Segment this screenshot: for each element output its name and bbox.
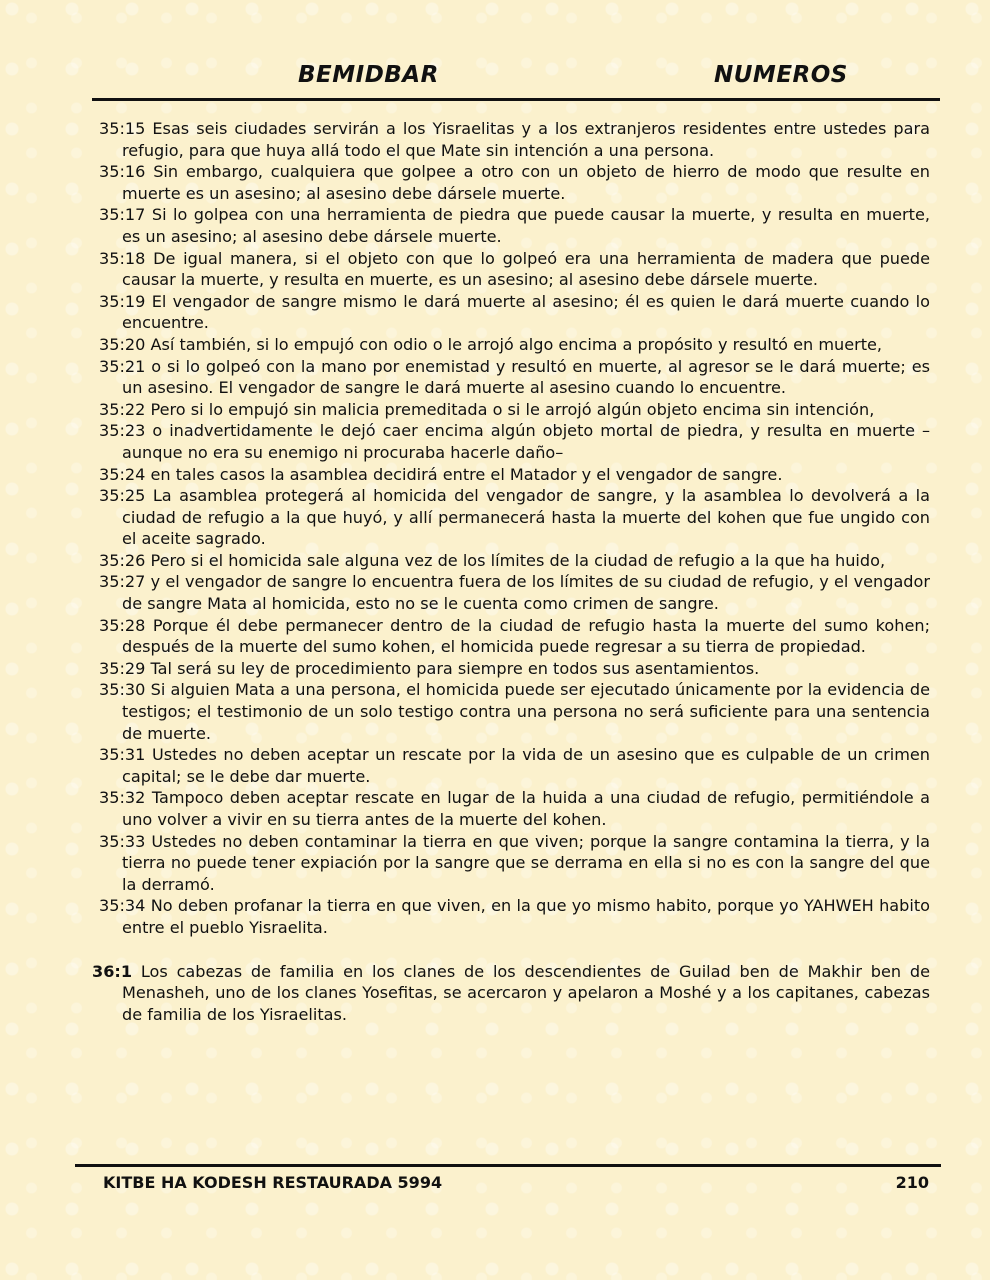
verse-text: Así también, si lo empujó con odio o le arrojó algo encima a propósito y resultó en muerte,: [150, 334, 883, 354]
verse-ref: 35:26: [99, 550, 146, 570]
verse: [92, 161, 930, 204]
verse-text: Pero si lo empujó sin malicia premeditada o si le arrojó algún objeto encima sin intención,: [150, 399, 875, 419]
footer-title: KITBE HA KODESH RESTAURADA 5994: [103, 1173, 443, 1192]
verse-text: Porque él debe permanecer dentro de la ciudad de refugio hasta la muerte del sumo kohen; después de la muerte del sumo kohen, el homicida puede regresar a su tierra de propiedad.: [122, 615, 930, 657]
verse-ref: 35:22: [99, 399, 146, 419]
verse: [92, 658, 930, 680]
verse-ref: 35:29: [99, 658, 146, 678]
verse: [92, 679, 930, 744]
verse-ref: 35:19: [99, 291, 146, 311]
page-content: [92, 118, 930, 1025]
verse: [92, 550, 930, 572]
verse-ref: 35:21: [99, 356, 146, 376]
verse-text: Tampoco deben aceptar rescate en lugar de la huida a una ciudad de refugio, permitiéndole a uno volver a vivir en su tierra antes de la muerte del kohen.: [122, 788, 930, 829]
verse-text: Esas seis ciudades servirán a los Yisraelitas y a los extranjeros residentes entre ustedes para refugio, para que huya allá todo el que Mate sin intención a una persona.: [122, 119, 930, 160]
verse-text: Ustedes no deben aceptar un rescate por la vida de un asesino que es culpable de un crimen capital; se le debe dar muerte.: [122, 745, 930, 786]
verse-ref: 35:24: [99, 464, 146, 484]
page-number: 210: [895, 1173, 929, 1192]
verse: [92, 571, 930, 614]
verse-ref: 35:23: [99, 421, 146, 441]
verse-text: o si lo golpeó con la mano por enemistad y resultó en muerte, al agresor se le dará muerte; es un asesino. El vengador de sangre le dará muerte al asesino cuando lo encuentre.: [122, 356, 930, 398]
verse-text: De igual manera, si el objeto con que lo golpeó era una herramienta de madera que puede causar la muerte, y resulta en muerte, es un asesino; al asesino debe dársele muerte.: [122, 248, 930, 290]
verse-ref: 35:28: [99, 615, 146, 635]
verse: [92, 334, 930, 356]
verse-text: en tales casos la asamblea decidirá entre el Matador y el vengador de sangre.: [150, 464, 783, 484]
verse: [92, 248, 930, 291]
page-footer: [75, 1164, 941, 1197]
verse-text: Si lo golpea con una herramienta de piedra que puede causar la muerte, y resulta en muerte, es un asesino; al asesino debe dársele muerte.: [122, 205, 930, 246]
verse: [92, 356, 930, 399]
verse-ref: 35:18: [99, 248, 146, 268]
verse-ref: 35:32: [99, 788, 146, 808]
verse-ref: 35:15: [99, 119, 146, 138]
verse-ref: 35:20: [99, 334, 146, 354]
header-book-hebrew: BEMIDBAR: [298, 62, 439, 88]
verse-text: Ustedes no deben contaminar la tierra en que viven; porque la sangre contamina la tierra, y la tierra no puede tener expiación por la sangre que se derrama en ella si no es con la sangre del que la derramó.: [122, 831, 930, 894]
verse-ref: 35:27: [99, 572, 146, 592]
chapter-start-verse: [92, 961, 930, 1026]
verse-text: Pero si el homicida sale alguna vez de los límites de la ciudad de refugio a la que ha huido,: [150, 550, 886, 570]
verse-ref: 35:17: [99, 205, 146, 225]
chapter-verse-text: Los cabezas de familia en los clanes de los descendientes de Guilad ben de Makhir ben de Menasheh, uno de los clanes Yosefitas, se acercaron y apelaron a Moshé y a los capitanes, cabezas de familia de los Yisraelitas.: [122, 961, 930, 1024]
verse-ref: 35:33: [99, 831, 146, 851]
verse-text: No deben profanar la tierra en que viven, en la que yo mismo habito, porque yo YAHWEH habito entre el pueblo Yisraelita.: [122, 896, 930, 937]
verse: [92, 118, 930, 161]
verse-text: Tal será su ley de procedimiento para siempre en todos sus asentamientos.: [150, 658, 760, 678]
verse: [92, 744, 930, 787]
verse-ref: 35:30: [99, 680, 146, 700]
verse: [92, 399, 930, 421]
verse-ref: 35:16: [99, 162, 146, 182]
verse: [92, 895, 930, 938]
verse: [92, 420, 930, 463]
verse: [92, 291, 930, 334]
verse-text: El vengador de sangre mismo le dará muerte al asesino; él es quien le dará muerte cuando lo encuentre.: [122, 291, 930, 333]
chapter-verse-ref: 36:1: [92, 961, 133, 981]
verse-text: La asamblea protegerá al homicida del vengador de sangre, y la asamblea lo devolverá a la ciudad de refugio a la que huyó, y allí permanecerá hasta la muerte del kohen que fue ungido con el aceite sagrado.: [122, 486, 930, 549]
verse: [92, 787, 930, 830]
verse: [92, 831, 930, 896]
header-book-spanish: NUMEROS: [714, 62, 848, 88]
verse-ref: 35:31: [99, 745, 146, 765]
verse: [92, 204, 930, 247]
verse-ref: 35:25: [99, 486, 146, 506]
verse: [92, 464, 930, 486]
verse: [92, 615, 930, 658]
page-header: [92, 62, 940, 101]
verse: [92, 485, 930, 550]
verse-text: o inadvertidamente le dejó caer encima algún objeto mortal de piedra, y resulta en muerte –aunque no era su enemigo ni procuraba hacerle daño–: [122, 421, 930, 462]
verse-ref: 35:34: [99, 896, 146, 916]
verse-text: Sin embargo, cualquiera que golpee a otro con un objeto de hierro de modo que resulte en muerte es un asesino; al asesino debe dársele muerte.: [122, 162, 930, 203]
verse-text: Si alguien Mata a una persona, el homicida puede ser ejecutado únicamente por la evidencia de testigos; el testimonio de un solo testigo contra una persona no será suficiente para una sentencia de muerte.: [122, 680, 930, 743]
verse-text: y el vengador de sangre lo encuentra fuera de los límites de su ciudad de refugio, y el vengador de sangre Mata al homicida, esto no se le cuenta como crimen de sangre.: [122, 572, 930, 614]
